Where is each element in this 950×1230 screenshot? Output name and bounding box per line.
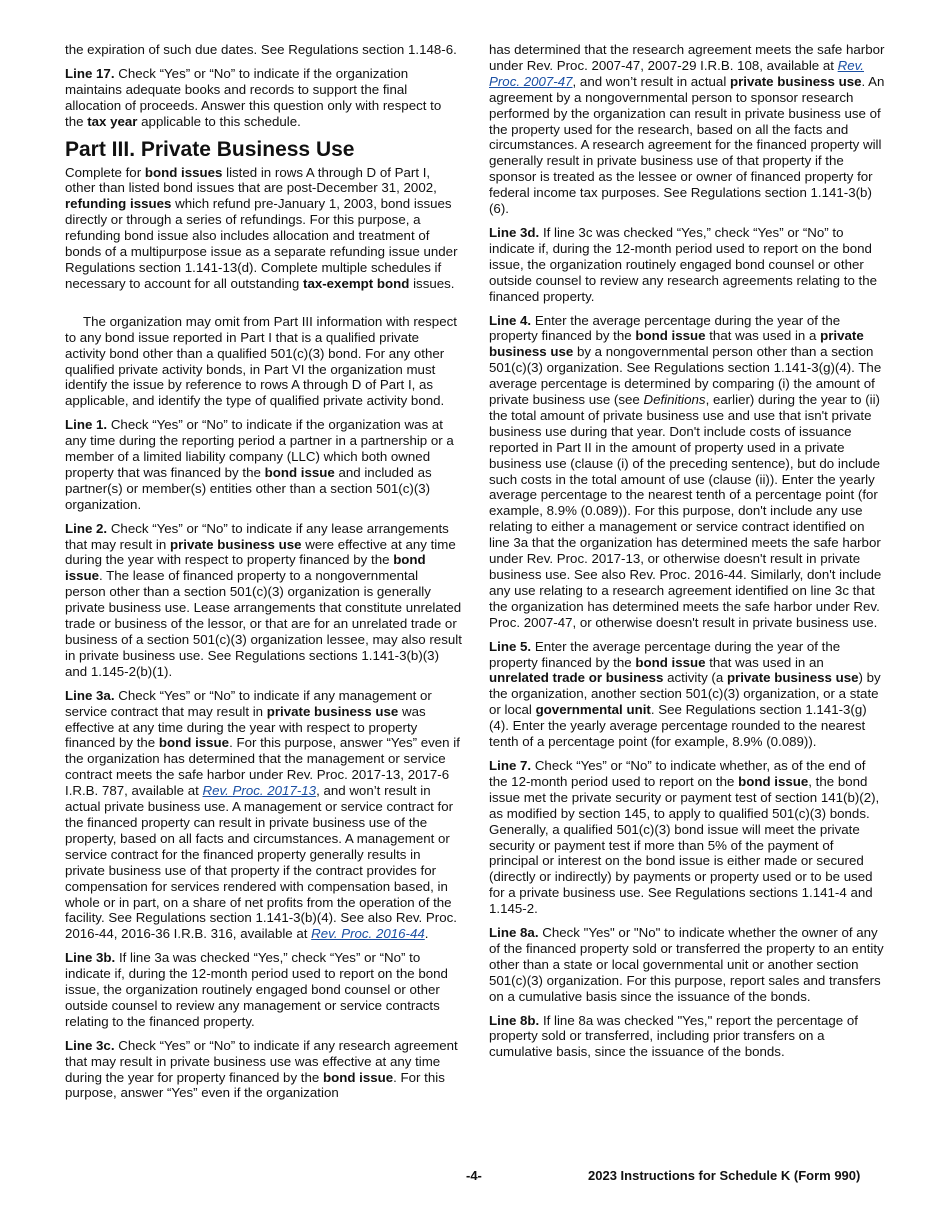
line-label: Line 2. — [65, 520, 108, 536]
line-3a-paragraph: Line 3a. Check “Yes” or “No” to indicate if any management or service contract that may result in private business use was effective at any time during the year with respect to property financed by the bond issue. For this purpose, answer “Yes” even if the organization has determined that the management or service contract meets the safe harbor under Rev. Proc. 2017-13, 2017-6 I.R.B. 787, available at Rev. Proc. 2017-13, and won’t result in actual private business use. A management or service contract for the financed property can result in private business use of the property, based on all facts and circumstances. A management or service contract for the financed property generally results in private business use of that property if the contract provides for compensation for services rendered with compensation based, in whole or in part, on a share of net profits from the operation of the facility. See Regulations section 1.141-3(b)(4). See also Rev. Proc. 2016-44, 2016-36 I.R.B. 316, available at Rev. Proc. 2016-44. — [65, 687, 460, 942]
line-4-paragraph: Line 4. Enter the average percentage during the year of the property financed by the bond issue that was used in a private business use by a nongovernmental person other than a section 501(c)(3) organization. See Regulations section 1.141-3(g)(4). The average percentage is determined by comparing (i) the amount of private business use (see Definitions, earlier) during the year to (ii) the total amount of private business use and use that isn't private business use during that year. Don't include costs of issuance reported in Part II in the amount of property used in a private business use (clause (i) of the preceding sentence), but do include such costs in the total amount of use (clause (ii)). Enter the yearly average percentage to the nearest tenth of a percentage point (for example, 8.9% (0.089)). For this purpose, don't include any use relating to either a management or service contract identified on line 3a that the organization has determined meets the safe harbor under Rev. Proc. 2017-13, or otherwise doesn't result in private business use. See also Rev. Proc. 2016-44. Similarly, don't include any use relating to a research agreement identified on line 3c that the organization has determined meets the safe harbor under Rev. Proc. 2007-47, or otherwise doesn't result in private business use. — [489, 312, 882, 630]
part-iii-intro: Complete for bond issues listed in rows A through D of Part I, other than listed bond issues that are post-December 31, 2002, refunding issues which refund pre-January 1, 2003, bond issues directly or through a series of refundings. For this purpose, a refunding bond issue also includes allocation and treatment of bonds of a multipurpose issue as a separate refunding issue under Regulations section 1.141-13(d). Complete multiple schedules if necessary to account for all outstanding tax-exempt bond issues. — [65, 164, 458, 291]
line-8a-paragraph: Line 8a. Check "Yes" or "No" to indicate whether the owner of any of the financed property sold or transferred the property to an entity other than a state or local governmental unit or another section 501(c)(3) organization. For this purpose, report sales and transfers on a cumulative basis since the issuance of the bonds. — [489, 925, 884, 1004]
line-7-paragraph: Line 7. Check “Yes” or “No” to indicate whether, as of the end of the 12-month period used to report on the bond issue, the bond issue met the private security or payment test of section 141(b)(2), as modified by section 145, to apply to qualified 501(c)(3) bonds. Generally, a qualified 501(c)(3) bond issue will meet the private security or payment test if more than 5% of the payment of principal or interest on the bond issue is either made or secured (directly or indirectly) by payments or property used or to be used for a private business use. See Regulations sections 1.141-4 and 1.145-2. — [489, 757, 880, 917]
line-label: Line 8b. — [489, 1012, 540, 1028]
line-label: Line 7. — [489, 757, 532, 773]
rev-proc-2007-47-link[interactable]: Rev. Proc. 2007-47 — [489, 57, 864, 89]
continuation-paragraph: the expiration of such due dates. See Regulations section 1.148-6. — [65, 42, 457, 57]
line-label: Line 3d. — [489, 224, 540, 240]
line-8b-paragraph: Line 8b. If line 8a was checked "Yes," report the percentage of property sold or transferred, including prior transfers on a cumulative basis, since the issuance of the bonds. — [489, 1012, 858, 1060]
line-17-paragraph: Line 17. Check “Yes” or “No” to indicate if the organization maintains adequate books and records to support the final allocation of proceeds. Answer this question only with respect to the tax year applicable to this schedule. — [65, 65, 442, 129]
document-title: 2023 Instructions for Schedule K (Form 990) — [588, 1168, 861, 1183]
line-label: Line 17. — [65, 65, 115, 81]
line-label: Line 3a. — [65, 687, 115, 703]
line-label: Line 8a. — [489, 925, 539, 941]
line-1-paragraph: Line 1. Check “Yes” or “No” to indicate if the organization was at any time during the reporting period a partner in a partnership or a member of a limited liability company (LLC) which both owned property that was financed by the bond issue and included as partner(s) or member(s) entities other than a section 501(c)(3) organization. — [65, 417, 454, 512]
omit-paragraph: The organization may omit from Part III information with respect to any bond issue reported in Part I that is a qualified private activity bond other than a qualified 501(c)(3) bond. For any other qualified private activity bonds, in Part VI the organization must identify the issue by reference to rows A through D of Part I, as applicable, and identify the type of qualified private activity bond. — [65, 313, 457, 409]
line-label: Line 5. — [489, 638, 532, 654]
line-2-paragraph: Line 2. Check “Yes” or “No” to indicate if any lease arrangements that may result in private business use were effective at any time during the year with respect to property financed by the bond issue. The lease of financed property to a nongovernmental person other than a section 501(c)(3) organization is generally private business use. Lease arrangements that constitute unrelated trade or business of the lessor, or that are for an unrelated trade or business of a section 501(c)(3) organization lessee, may also result in private business use. See Regulations sections 1.141-3(b)(3) and 1.145-2(b)(1). — [65, 520, 462, 679]
part-iii-heading: Part III. Private Business Use — [65, 137, 355, 161]
line-label: Line 3b. — [65, 950, 116, 966]
line-3d-paragraph: Line 3d. If line 3c was checked “Yes,” check “Yes” or “No” to indicate if, during the 12-month period used to report on the bond issue, the organization routinely engaged bond counsel or other outside counsel to review any research agreements relating to the financed property. — [489, 224, 878, 304]
page-number: -4- — [466, 1168, 482, 1183]
line-3c-paragraph: Line 3c. Check “Yes” or “No” to indicate if any research agreement that may result in private business use was effective at any time during the year for property financed by the bond issue. For this purpose, answer “Yes” even if the organization — [65, 1037, 458, 1101]
line-3c-continuation: has determined that the research agreement meets the safe harbor under Rev. Proc. 2007-47, 2007-29 I.R.B. 108, available at Rev. Proc. 2007-47, and won’t result in actual private business use. An agreement by a nongovernmental person to sponsor research performed by the organization can result in private business use of the property used for the research, based on all the facts and circumstances. A research agreement for the financed property will generally result in private business use of that property if the sponsor is treated as the lessee or owner of financed property for federal income tax purposes. See Regulations section 1.141-3(b)(6). — [489, 42, 885, 217]
line-5-paragraph: Line 5. Enter the average percentage during the year of the property financed by the bond issue that was used in an unrelated trade or business activity (a private business use) by the organization, another section 501(c)(3) organization, or a state or local governmental unit. See Regulations section 1.141-3(g)(4). Enter the yearly average percentage rounded to the nearest tenth of a percentage point (for example, 8.9% (0.089)). — [489, 638, 881, 750]
line-3b-paragraph: Line 3b. If line 3a was checked “Yes,” check “Yes” or “No” to indicate if, during the 12-month period used to report on the bond issue, the organization routinely engaged bond counsel or other outside counsel to review any management or service contracts relating to the financed property. — [65, 950, 448, 1029]
line-label: Line 4. — [489, 312, 532, 328]
right-column — [489, 42, 886, 1068]
line-label: Line 1. — [65, 417, 108, 433]
rev-proc-2017-13-link[interactable]: Rev. Proc. 2017-13 — [202, 783, 317, 799]
rev-proc-2016-44-link[interactable]: Rev. Proc. 2016-44 — [311, 926, 425, 942]
line-label: Line 3c. — [65, 1037, 115, 1053]
left-column — [65, 42, 462, 1109]
